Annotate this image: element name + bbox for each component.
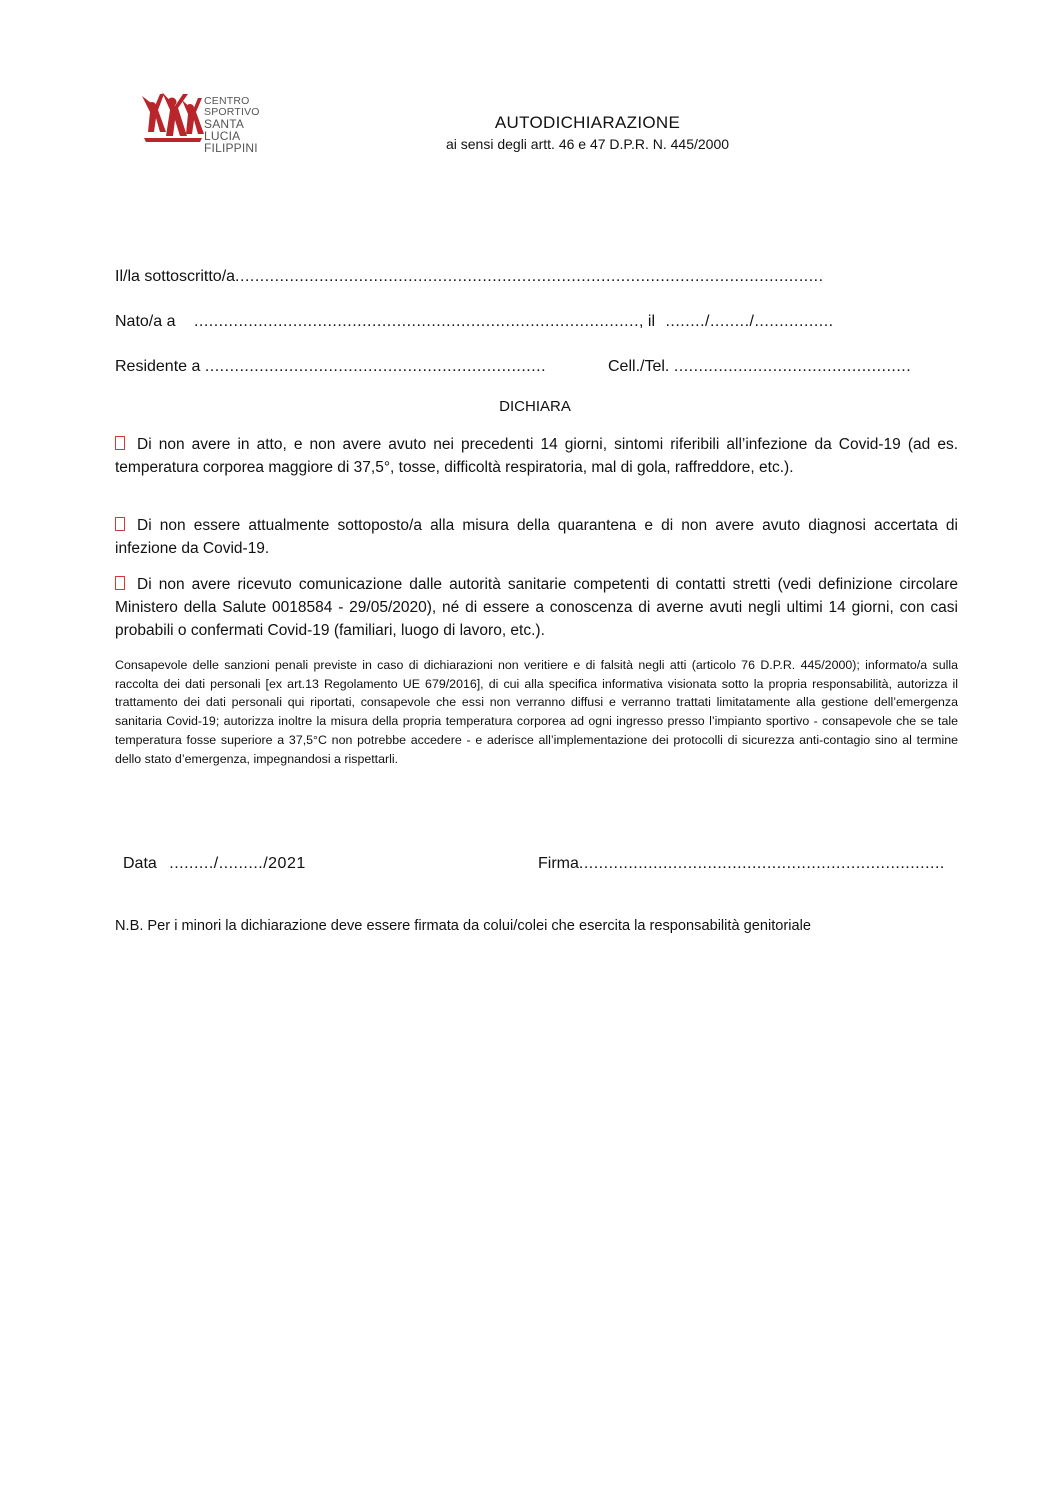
logo-line: CENTRO <box>204 95 250 107</box>
signature-row <box>538 855 945 873</box>
date-label: Data <box>123 855 157 872</box>
date-field[interactable]: ........./........./2021 <box>169 855 306 872</box>
sottoscritto-row <box>115 268 824 286</box>
logo-line: SANTA <box>204 117 245 131</box>
checkbox-icon[interactable] <box>115 576 125 590</box>
declaration-item <box>115 433 958 479</box>
sottoscritto-field[interactable]: ....................................................................................................................... <box>235 268 824 285</box>
nato-il-label: , il <box>639 313 656 330</box>
nato-place-field[interactable]: .......................................................................................... <box>193 313 640 330</box>
signature-field[interactable]: .......................................................................... <box>578 855 945 872</box>
date-row <box>123 855 306 873</box>
nato-row <box>115 313 834 331</box>
checkbox-icon[interactable] <box>115 436 125 450</box>
residente-label: Residente a <box>115 358 201 375</box>
logo-line: LUCIA <box>204 129 241 143</box>
sottoscritto-label: Il/la sottoscritto/a <box>115 268 236 285</box>
declaration-text: Di non essere attualmente sottoposto/a alla misura della quarantena e di non avere avuto diagnosi accertata di infezione da Covid-19. <box>115 517 958 557</box>
document-title: AUTODICHIARAZIONE <box>494 113 681 132</box>
minors-note: N.B. Per i minori la dichiarazione deve essere firmata da colui/colei che esercita la responsabilità genitoriale <box>115 918 811 934</box>
document-subtitle: ai sensi degli artt. 46 e 47 D.P.R. N. 445/2000 <box>445 136 730 152</box>
consent-paragraph: Consapevole delle sanzioni penali previste in caso di dichiarazioni non veritiere e di falsità negli atti (articolo 76 D.P.R. 445/2000); informato/a sulla raccolta dei dati personali [ex art.13 Regolamento UE 679/2016], di cui alla specifica informativa visionata sotto la propria responsabilità, autorizza il trattamento dei dati personali qui riportati, consapevole che essi non verranno diffusi e verranno trattati limitatamente alla gestione dell’emergenza sanitaria Covid-19; autorizza inoltre la misura della propria temperatura corporea ad ogni ingresso presso l’impianto sportivo - consapevole che se tale temperatura fosse superiore a 37,5°C non potrebbe accedere - e aderisce all’implementazione dei protocolli di sicurezza anti-contagio sino al termine dello stato d’emergenza, impegnandosi a rispettarli. <box>115 658 958 766</box>
residente-field[interactable]: ..................................................................... <box>204 358 547 375</box>
declaration-text: Di non avere in atto, e non avere avuto nei precedenti 14 giorni, sintomi riferibili all’infezione da Covid-19 (ad es. temperatura corporea maggiore di 37,5°, tosse, difficoltà respiratoria, mal di gola, raffreddore, etc.). <box>115 436 958 476</box>
cell-row <box>608 358 911 376</box>
dichiara-heading: DICHIARA <box>499 398 571 415</box>
logo-line: FILIPPINI <box>204 141 258 155</box>
residente-row <box>115 358 546 376</box>
checkbox-icon[interactable] <box>115 517 125 531</box>
signature-label: Firma <box>538 855 579 872</box>
cell-label: Cell./Tel. <box>608 358 670 375</box>
logo-line: SPORTIVO <box>204 106 260 118</box>
nato-date-field[interactable]: ......../......../................ <box>665 313 834 330</box>
declaration-item <box>115 573 958 642</box>
cell-field[interactable]: ................................................ <box>673 358 912 375</box>
declaration-item <box>115 514 958 560</box>
nato-label: Nato/a a <box>115 313 176 330</box>
declaration-text: Di non avere ricevuto comunicazione dalle autorità sanitarie competenti di contatti stretti (vedi definizione circolare Ministero della Salute 0018584 - 29/05/2020), né di essere a conoscenza di averne avuti negli ultimi 14 giorni, con casi probabili o confermati Covid-19 (familiari, luogo di lavoro, etc.). <box>115 576 958 639</box>
